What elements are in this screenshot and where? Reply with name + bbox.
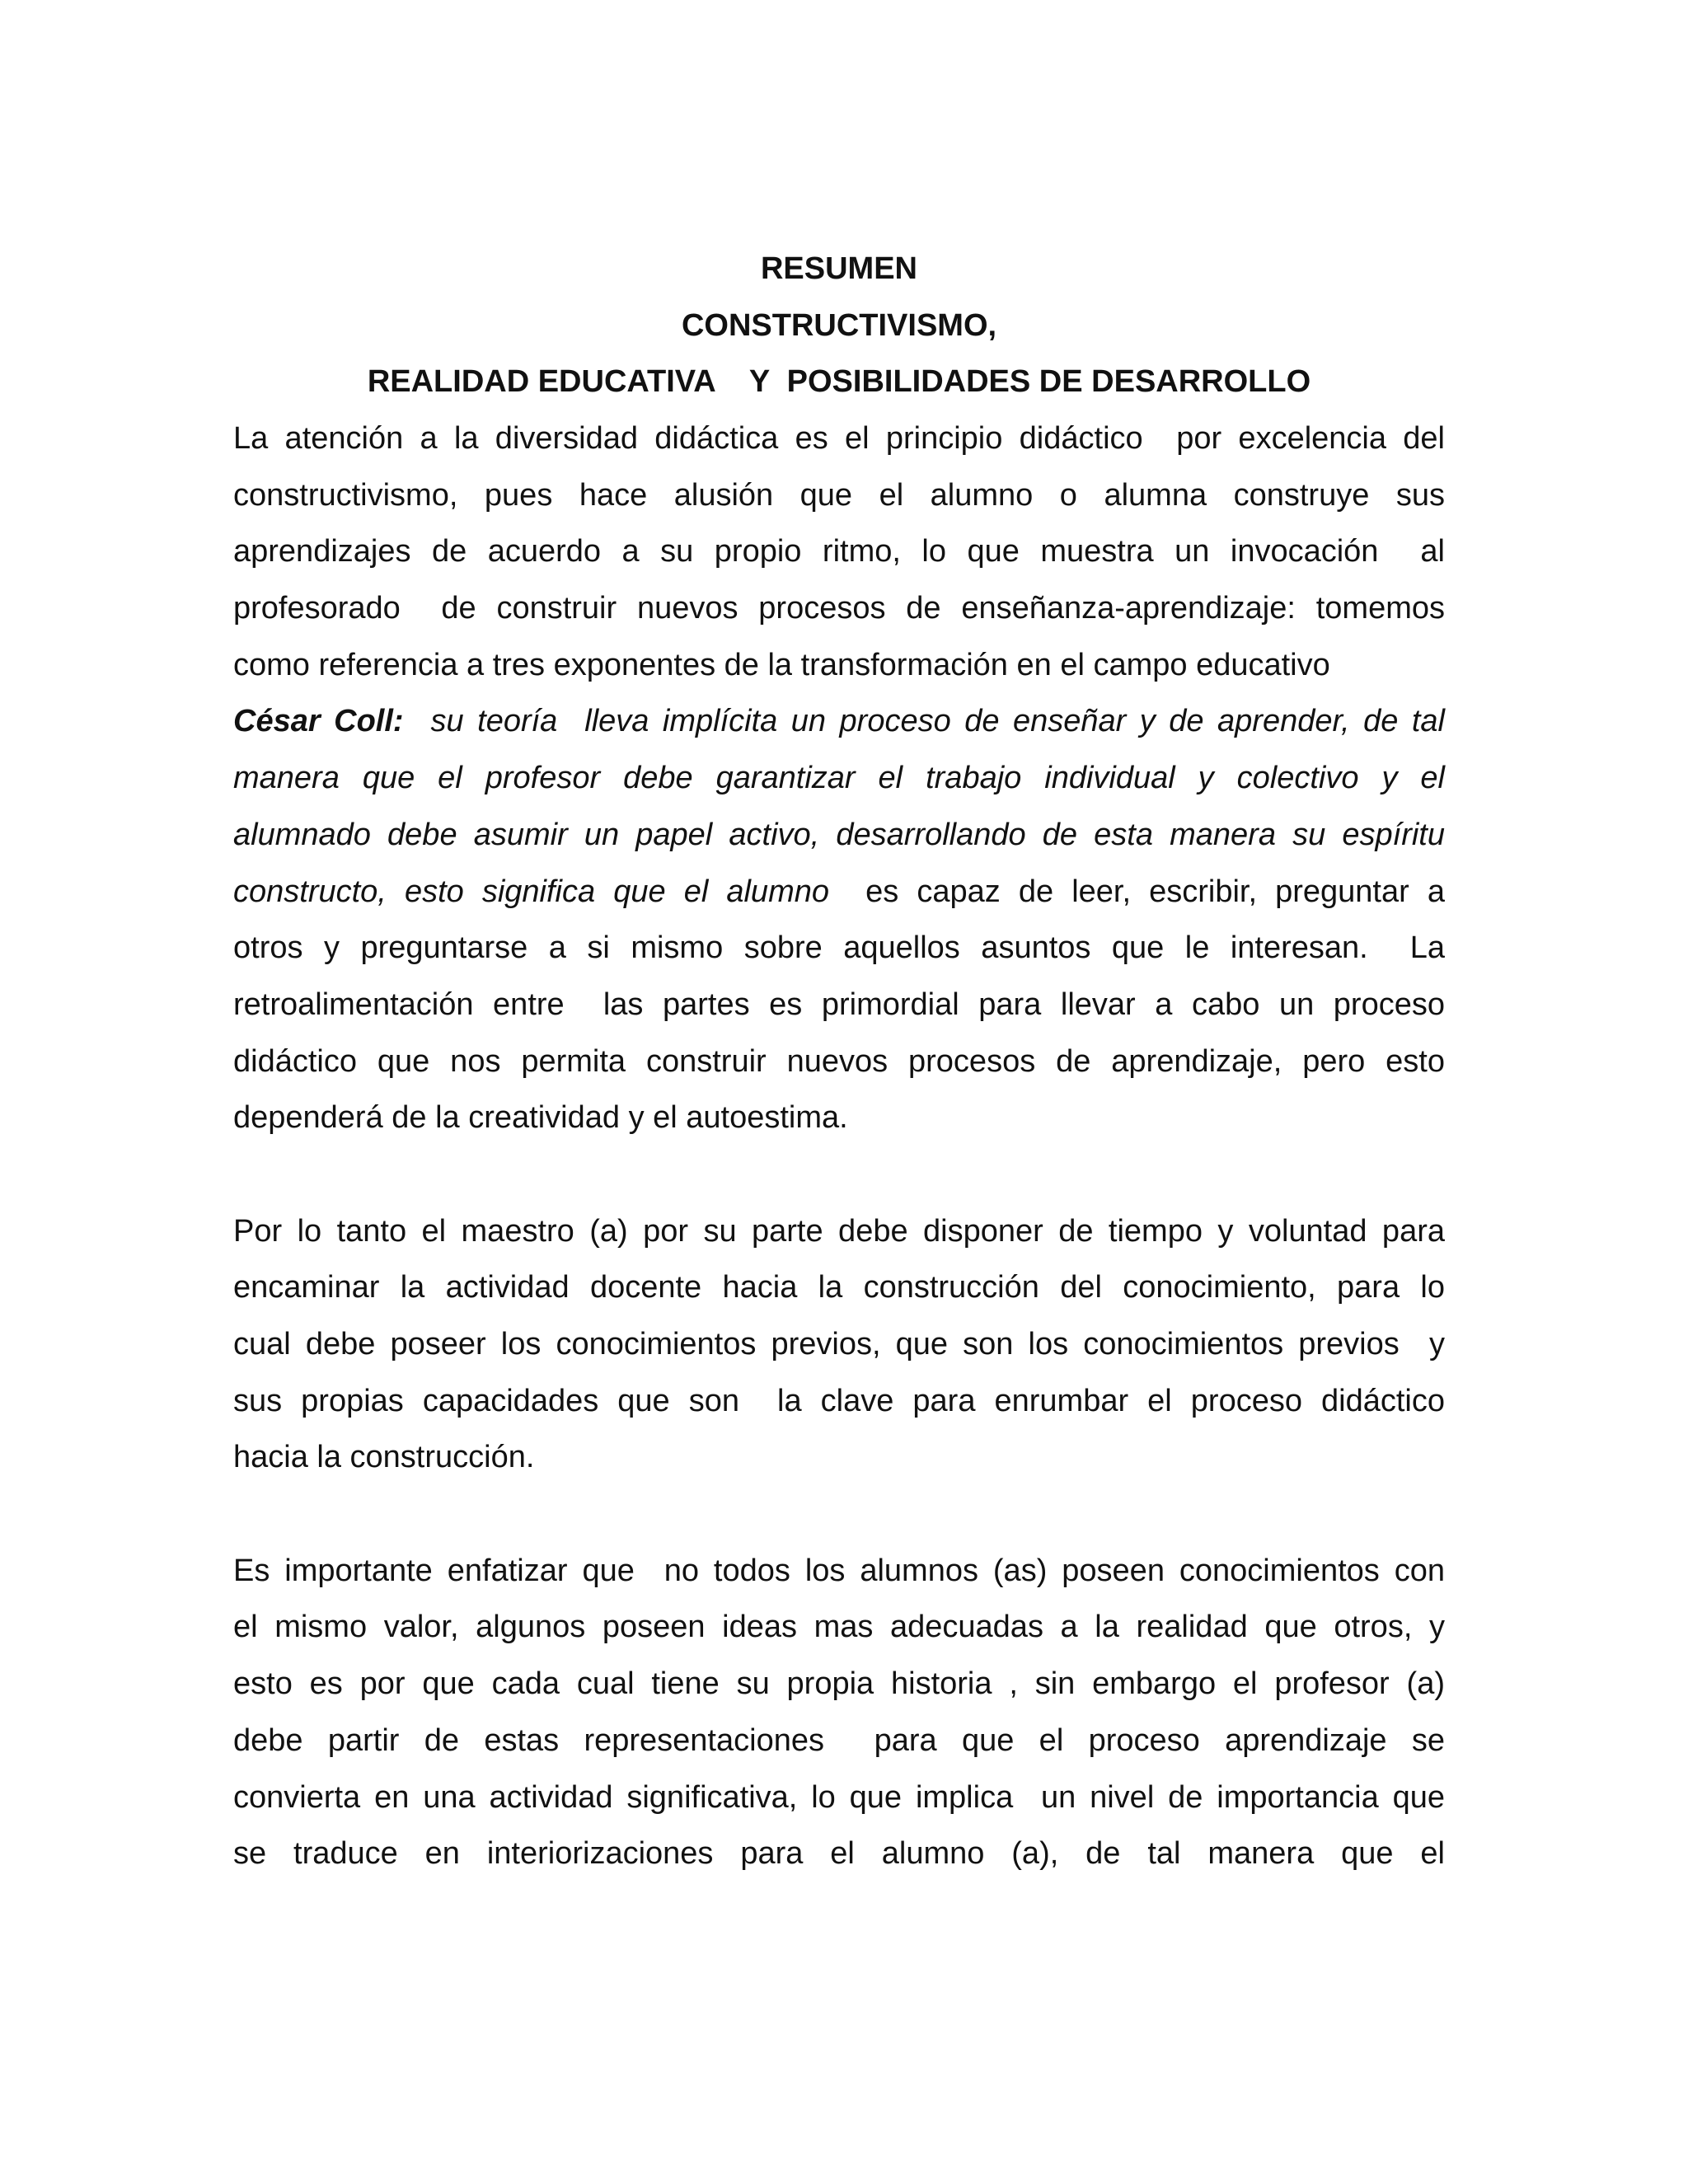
heading-line-2: CONSTRUCTIVISMO, <box>681 307 997 343</box>
paragraph-1 <box>233 410 1445 693</box>
paragraph-line: profesorado de construir nuevos procesos de enseñanza-aprendizaje: tomemos <box>233 591 1445 626</box>
document-heading <box>233 241 1445 410</box>
author-name: César Coll: <box>233 704 404 739</box>
heading-line-3: REALIDAD EDUCATIVA Y POSIBILIDADES DE DESARROLLO <box>367 364 1311 400</box>
paragraph-line: encaminar la actividad docente hacia la construcción del conocimiento, para lo <box>233 1270 1445 1305</box>
paragraph-line: sus propias capacidades que son la clave para enrumbar el proceso didáctico <box>233 1383 1445 1418</box>
document-body <box>233 410 1445 1882</box>
paragraph-line: se traduce en interiorizaciones para el alumno (a), de tal manera que el <box>233 1836 1445 1872</box>
paragraph-text: es capaz de leer, escribir, preguntar a <box>829 874 1445 909</box>
paragraph-line: constructivismo, pues hace alusión que el alumno o alumna construye sus <box>233 477 1445 513</box>
paragraph-line: retroalimentación entre las partes es primordial para llevar a cabo un proceso <box>233 987 1445 1022</box>
paragraph-line: cual debe poseer los conocimientos previos, que son los conocimientos previos y <box>233 1327 1445 1361</box>
paragraph-line: didáctico que nos permita construir nuevos procesos de aprendizaje, pero esto <box>233 1043 1445 1079</box>
paragraph-line: Por lo tanto el maestro (a) por su parte debe disponer de tiempo y voluntad para <box>233 1213 1445 1249</box>
paragraph-line: esto es por que cada cual tiene su propia historia , sin embargo el profesor (a) <box>233 1666 1445 1702</box>
author-quote: su teoría lleva implícita un proceso de enseñar y de aprender, de tal <box>403 704 1445 739</box>
paragraph-line: debe partir de estas representaciones para que el proceso aprendizaje se <box>233 1722 1445 1758</box>
paragraph-spacer <box>233 1146 1445 1203</box>
paragraph-line: otros y preguntarse a si mismo sobre aquellos asuntos que le interesan. La <box>233 930 1445 966</box>
paragraph-line: dependerá de la creatividad y el autoestima. <box>233 1100 848 1136</box>
paragraph-line: Es importante enfatizar que no todos los alumnos (as) poseen conocimientos con <box>233 1553 1445 1588</box>
paragraph-line: La atención a la diversidad didáctica es el principio didáctico por excelencia del <box>233 421 1445 456</box>
paragraph-3 <box>233 1203 1445 1486</box>
paragraph-line: aprendizajes de acuerdo a su propio ritmo, lo que muestra un invocación al <box>233 534 1445 569</box>
paragraph-line: el mismo valor, algunos poseen ideas mas adecuadas a la realidad que otros, y <box>233 1610 1445 1645</box>
paragraph-line: manera que el profesor debe garantizar el trabajo individual y colectivo y el <box>233 761 1445 796</box>
paragraph-2 <box>233 693 1445 1146</box>
heading-line-1: RESUMEN <box>760 251 918 286</box>
paragraph-line <box>233 864 1445 921</box>
paragraph-line: convierta en una actividad significativa, lo que implica un nivel de importancia que <box>233 1779 1445 1815</box>
paragraph-line: hacia la construcción. <box>233 1440 535 1475</box>
paragraph-line <box>233 693 1445 750</box>
paragraph-line: alumnado debe asumir un papel activo, desarrollando de esta manera su espíritu <box>233 817 1445 852</box>
author-quote-end: constructo, esto significa que el alumno <box>233 874 829 909</box>
paragraph-4 <box>233 1543 1445 1882</box>
paragraph-spacer <box>233 1486 1445 1543</box>
paragraph-line: como referencia a tres exponentes de la transformación en el campo educativo <box>233 647 1330 682</box>
